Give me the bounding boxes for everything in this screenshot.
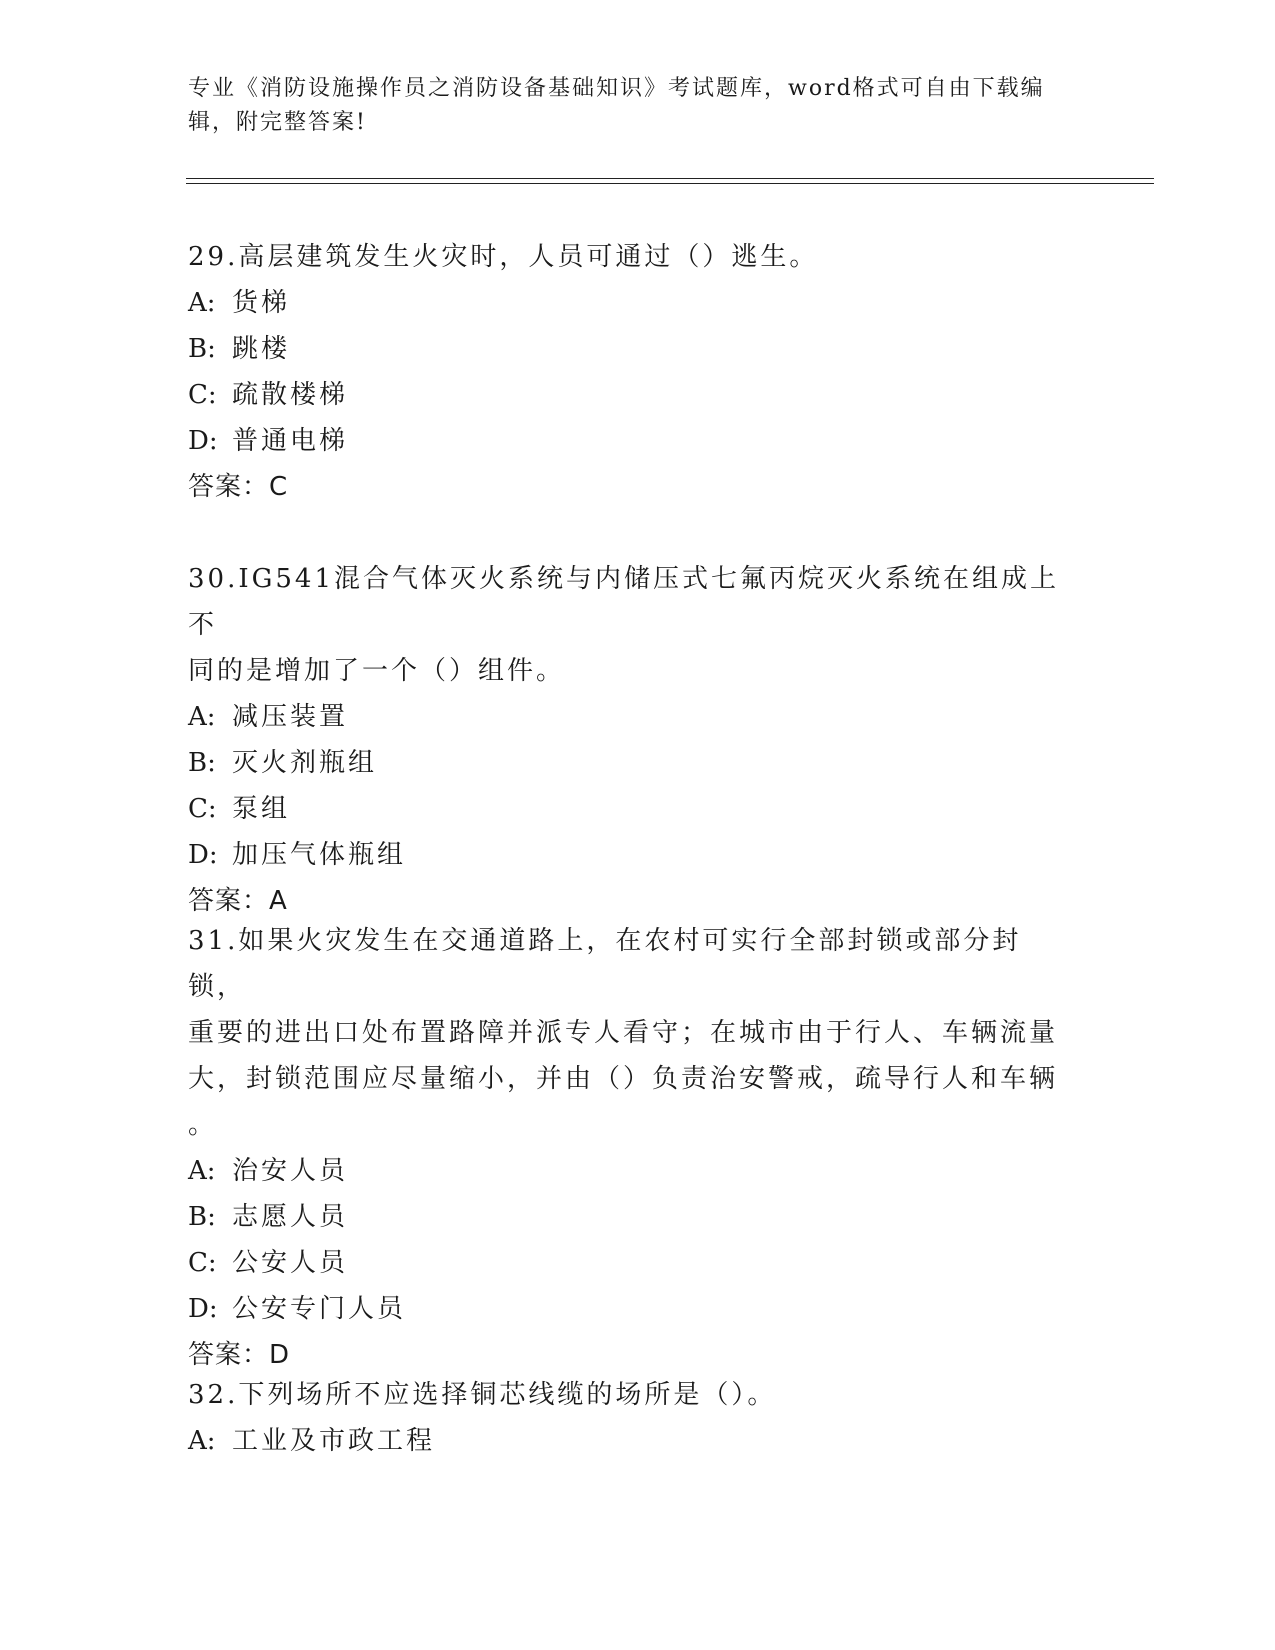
answer-line: 答案：C — [188, 472, 289, 502]
option-d — [188, 418, 1068, 464]
option-key: D: — [188, 426, 218, 456]
option-text: 公安专门人员 — [232, 1294, 407, 1324]
option-d — [188, 1286, 1068, 1332]
option-b — [188, 740, 1068, 786]
option-key: C: — [188, 794, 217, 824]
option-b — [188, 326, 1068, 372]
stem-line: 大，封锁范围应尽量缩小，并由（）负责治安警戒，疏导行人和车辆 — [188, 1064, 1059, 1094]
question-31 — [188, 918, 1068, 1378]
question-30 — [188, 556, 1068, 924]
option-key: A: — [188, 1426, 216, 1456]
header-line-1: 专业《消防设施操作员之消防设备基础知识》考试题库，word格式可自由下载编 — [188, 76, 1045, 101]
question-stem — [188, 556, 1068, 694]
option-key: A: — [188, 1156, 216, 1186]
stem-line: 32.下列场所不应选择铜芯线缆的场所是（）。 — [188, 1380, 777, 1410]
option-key: B: — [188, 1202, 216, 1232]
option-text: 疏散楼梯 — [232, 380, 349, 410]
question-stem — [188, 918, 1068, 1148]
question-stem — [188, 234, 1068, 280]
document-header — [188, 72, 1068, 140]
option-key: D: — [188, 1294, 218, 1324]
question-29 — [188, 234, 1068, 510]
option-text: 公安人员 — [232, 1248, 349, 1278]
option-a — [188, 280, 1068, 326]
header-line-2: 辑，附完整答案! — [188, 110, 367, 135]
option-text: 治安人员 — [232, 1156, 349, 1186]
option-key: D: — [188, 840, 218, 870]
option-b — [188, 1194, 1068, 1240]
option-text: 工业及市政工程 — [232, 1426, 436, 1456]
option-text: 减压装置 — [232, 702, 349, 732]
option-text: 灭火剂瓶组 — [232, 748, 378, 778]
option-key: B: — [188, 748, 216, 778]
stem-line: 31.如果火灾发生在交通道路上，在农村可实行全部封锁或部分封锁， — [188, 926, 1022, 1002]
option-a — [188, 694, 1068, 740]
option-text: 泵组 — [232, 794, 291, 824]
option-text: 货梯 — [232, 288, 291, 318]
header-divider-top — [186, 178, 1154, 179]
stem-line: 。 — [188, 1110, 218, 1140]
option-key: C: — [188, 380, 217, 410]
stem-line: 29.高层建筑发生火灾时，人员可通过（）逃生。 — [188, 242, 819, 272]
option-c — [188, 372, 1068, 418]
option-key: B: — [188, 334, 216, 364]
option-text: 加压气体瓶组 — [232, 840, 407, 870]
option-key: A: — [188, 288, 216, 318]
option-key: A: — [188, 702, 216, 732]
question-stem — [188, 1372, 1068, 1418]
option-key: C: — [188, 1248, 217, 1278]
stem-line: 重要的进出口处布置路障并派专人看守；在城市由于行人、车辆流量 — [188, 1018, 1059, 1048]
option-c — [188, 786, 1068, 832]
stem-line: 同的是增加了一个（）组件。 — [188, 656, 566, 686]
answer-line: 答案：D — [188, 1340, 291, 1370]
option-text: 跳楼 — [232, 334, 291, 364]
question-32 — [188, 1372, 1068, 1464]
option-text: 志愿人员 — [232, 1202, 349, 1232]
header-divider-bottom — [186, 183, 1154, 184]
option-d — [188, 832, 1068, 878]
option-a — [188, 1418, 1068, 1464]
option-c — [188, 1240, 1068, 1286]
option-text: 普通电梯 — [232, 426, 349, 456]
stem-line: 30.IG541混合气体灭火系统与内储压式七氟丙烷灭火系统在组成上不 — [188, 564, 1060, 640]
answer-line: 答案：A — [188, 886, 288, 916]
option-a — [188, 1148, 1068, 1194]
